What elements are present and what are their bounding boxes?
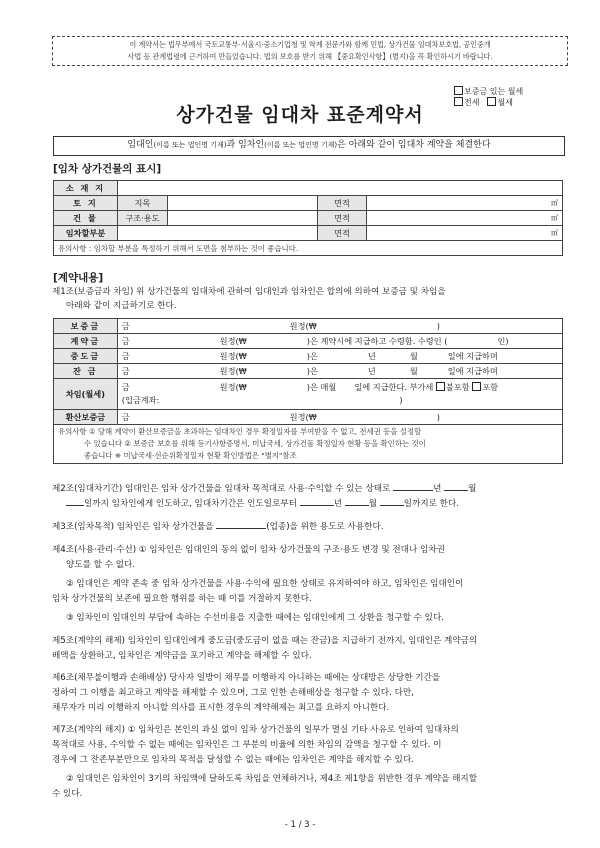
deposit-label: 보증금 <box>54 319 118 334</box>
rent-label: 차임(월세) <box>54 379 118 410</box>
vat-excluded-option[interactable]: 불포함 <box>436 382 470 392</box>
contract-money-field[interactable]: 금 원정(₩ )은 계약시에 지급하고 수령함. 수령인 ( 인) <box>117 334 562 349</box>
checkbox-icon[interactable] <box>472 382 481 391</box>
term-day-field[interactable] <box>380 505 404 506</box>
land-category-field[interactable] <box>167 196 317 211</box>
type-monthly-option[interactable]: 월세 <box>487 97 512 108</box>
article-6-line-2: 정하여 그 이행을 최고하고 계약을 해제할 수 있으며, 그로 인한 손해배상을 청구할 수 있다. 다만, <box>52 688 414 698</box>
checkbox-icon[interactable] <box>436 382 445 391</box>
vat-included-option[interactable]: 포함 <box>472 382 498 392</box>
middle-payment-label: 중도금 <box>54 349 118 364</box>
article-7-line-1: 제7조(계약의 해지) ① 임차인은 본인의 과실 없이 임차 상가건물의 일부가 멸실 기타 사유로 인하여 임대차의 <box>52 725 459 735</box>
handover-day-field[interactable] <box>66 505 84 506</box>
notice-line-1: 이 계약서는 법무부에서 국토교통부·서울시·중소기업청 및 학계 전문가와 함께 민법, 상가건물 임대차보호법, 공인중개 <box>129 40 491 49</box>
middle-payment-field[interactable]: 금 원정(₩ )은 년 월 일에 지급하며 <box>117 349 562 364</box>
handover-year-field[interactable] <box>393 490 433 491</box>
converted-deposit-label: 환산보증금 <box>54 410 118 425</box>
payment-note: 유의사항 ① 당해 계약이 환산보증금을 초과하는 임대차인 경우 확정일자를 부여받을 수 없고, 전세권 등을 설정할 수 있습니다 ② 보증금 보호를 위해 등기사항증명서, 미납국세, 상가건물 확정일자 현황 등을 확인하는 것이 좋습니다 ※ 미납국세·선순위확정일자 현황 확인방법은 "별지"참조 <box>54 425 563 464</box>
lessor-name-field[interactable]: (이름 또는 법인명 기재) <box>153 141 227 149</box>
term-year-field[interactable] <box>300 505 334 506</box>
notice-line-2: 사법 등 관계법령에 근거하여 만들었습니다. 법의 보호를 받기 위해 【중요확인사항】(별지)을 꼭 확인하시기 바랍니다. <box>127 52 493 61</box>
converted-deposit-field[interactable]: 금 원정(₩ ) <box>117 410 562 425</box>
property-section-heading: [임차 상가건물의 표시] <box>53 163 162 175</box>
article-2-line-1: 제2조(임대차기간) 임대인은 임차 상가건물을 임대차 목적대로 사용·수익할 수 있는 상태로 년 월 <box>52 484 477 494</box>
building-use-field[interactable] <box>167 211 317 226</box>
lease-part-field[interactable] <box>117 226 317 241</box>
deposit-field[interactable]: 금 원정(₩ ) <box>117 319 562 334</box>
property-note: 유의사항 : 임차할 부분을 특정하기 위해서 도면을 첨부하는 것이 좋습니다. <box>54 241 563 256</box>
building-use-label: 구조·용도 <box>117 211 167 226</box>
rent-field[interactable]: 금 원정(₩ )은 매월 일에 지급한다. 부가세 불포함 포함 (입금계좌: ) <box>117 379 562 410</box>
article-4-line-2: 양도를 할 수 없다. <box>66 560 136 570</box>
document-title: 상가건물 임대차 표준계약서 <box>176 104 424 126</box>
building-area-label: 면적 <box>317 211 367 226</box>
article-1-text: 제1조(보증금과 차임) 위 상가건물의 임대차에 관하여 임대인과 임차인은 합의에 의하여 보증금 및 차임을 <box>52 287 446 297</box>
article-4-line-5: ③ 임차인이 임대인의 부담에 속하는 수선비용을 지출한 때에는 임대인에게 그 상환을 청구할 수 있다. <box>66 613 445 623</box>
article-7-line-5: 수 있다. <box>52 789 83 799</box>
property-table <box>53 180 563 256</box>
handover-month-field[interactable] <box>444 490 468 491</box>
type-jeonse-option[interactable]: 전세 <box>454 97 479 108</box>
page-number: - 1 / 3 - <box>284 820 316 830</box>
contract-section-heading: [계약내용] <box>53 272 104 284</box>
parties-statement: 임대인(이름 또는 법인명 기재)과 임차인(이름 또는 법인명 기재)은 아래와 같이 임대차 계약을 체결한다 <box>53 136 565 156</box>
location-field[interactable] <box>117 181 562 196</box>
lease-part-label: 임차할부분 <box>54 226 118 241</box>
article-5-line-1: 제5조(계약의 해제) 임차인이 임대인에게 중도금(중도금이 없을 때는 잔금)을 지급하기 전까지, 임대인은 계약금의 <box>52 636 478 646</box>
land-area-field[interactable]: ㎡ <box>367 196 563 211</box>
balance-field[interactable]: 금 원정(₩ )은 년 월 일에 지급하며 <box>117 364 562 379</box>
article-4-line-3: ② 임대인은 계약 존속 중 임차 상가건물을 사용·수익에 필요한 상태로 유지하여야 하고, 임차인은 임대인이 <box>66 579 464 589</box>
land-label: 토 지 <box>54 196 118 211</box>
land-area-label: 면적 <box>317 196 367 211</box>
lease-area-label: 면적 <box>317 226 367 241</box>
article-7-line-3: 경우에 그 잔존부분만으로 임차의 목적을 달성할 수 없는 때에는 임차인은 계약을 해지할 수 있다. <box>52 755 415 765</box>
account-field[interactable]: (입금계좌: <box>121 395 160 405</box>
location-label: 소 재 지 <box>54 181 118 196</box>
notice-box <box>52 36 568 66</box>
term-month-field[interactable] <box>345 505 369 506</box>
article-3: 제3조(임차목적) 임차인은 임차 상가건물을 (업종)을 위한 용도로 사용한다. <box>52 522 384 532</box>
building-area-field[interactable]: ㎡ <box>367 211 563 226</box>
lease-area-field[interactable]: ㎡ <box>367 226 563 241</box>
contract-money-label: 계약금 <box>54 334 118 349</box>
article-4-line-4: 임차 상가건물의 보존에 필요한 행위를 하는 때 이를 거절하지 못한다. <box>52 594 312 604</box>
article-4-line-1: 제4조(사용·관리·수선) ① 임차인은 임대인의 동의 없이 임차 상가건물의 구조·용도 변경 및 전대나 임차권 <box>52 545 445 555</box>
article-5-line-2: 배액을 상환하고, 임차인은 계약금을 포기하고 계약을 해제할 수 있다. <box>52 651 312 661</box>
article-1-text-2: 아래와 같이 지급하기로 한다. <box>66 301 177 311</box>
article-6-line-1: 제6조(채무불이행과 손해배상) 당사자 일방이 채무를 이행하지 아니하는 때에는 상대방은 상당한 기간을 <box>52 673 441 683</box>
type-deposit-monthly-option[interactable]: 보증금 있는 월세 <box>454 86 523 97</box>
article-2-line-2: 일까지 임차인에게 인도하고, 임대차기간은 인도일로부터 년 월 일까지로 한다. <box>52 497 580 512</box>
article-7-line-4: ② 임대인은 임차인이 3기의 차임액에 달하도록 차임을 연체하거나, 제4조 제1항을 위반한 경우 계약을 해지할 <box>66 774 478 784</box>
land-category-label: 지목 <box>117 196 167 211</box>
business-type-field[interactable] <box>216 528 266 529</box>
balance-label: 잔 금 <box>54 364 118 379</box>
article-7-line-2: 목적대로 사용, 수익할 수 없는 때에는 임차인은 그 부분의 비율에 의한 차임의 감액을 청구할 수 있다. 이 <box>52 740 442 750</box>
lessee-name-field[interactable]: (이름 또는 법인명 기재) <box>264 141 338 149</box>
article-6-line-3: 채무자가 미리 이행하지 아니할 의사를 표시한 경우의 계약해제는 최고를 요하지 아니한다. <box>52 703 390 713</box>
checkbox-icon[interactable] <box>454 86 463 95</box>
building-label: 건 물 <box>54 211 118 226</box>
payment-table <box>53 318 563 464</box>
